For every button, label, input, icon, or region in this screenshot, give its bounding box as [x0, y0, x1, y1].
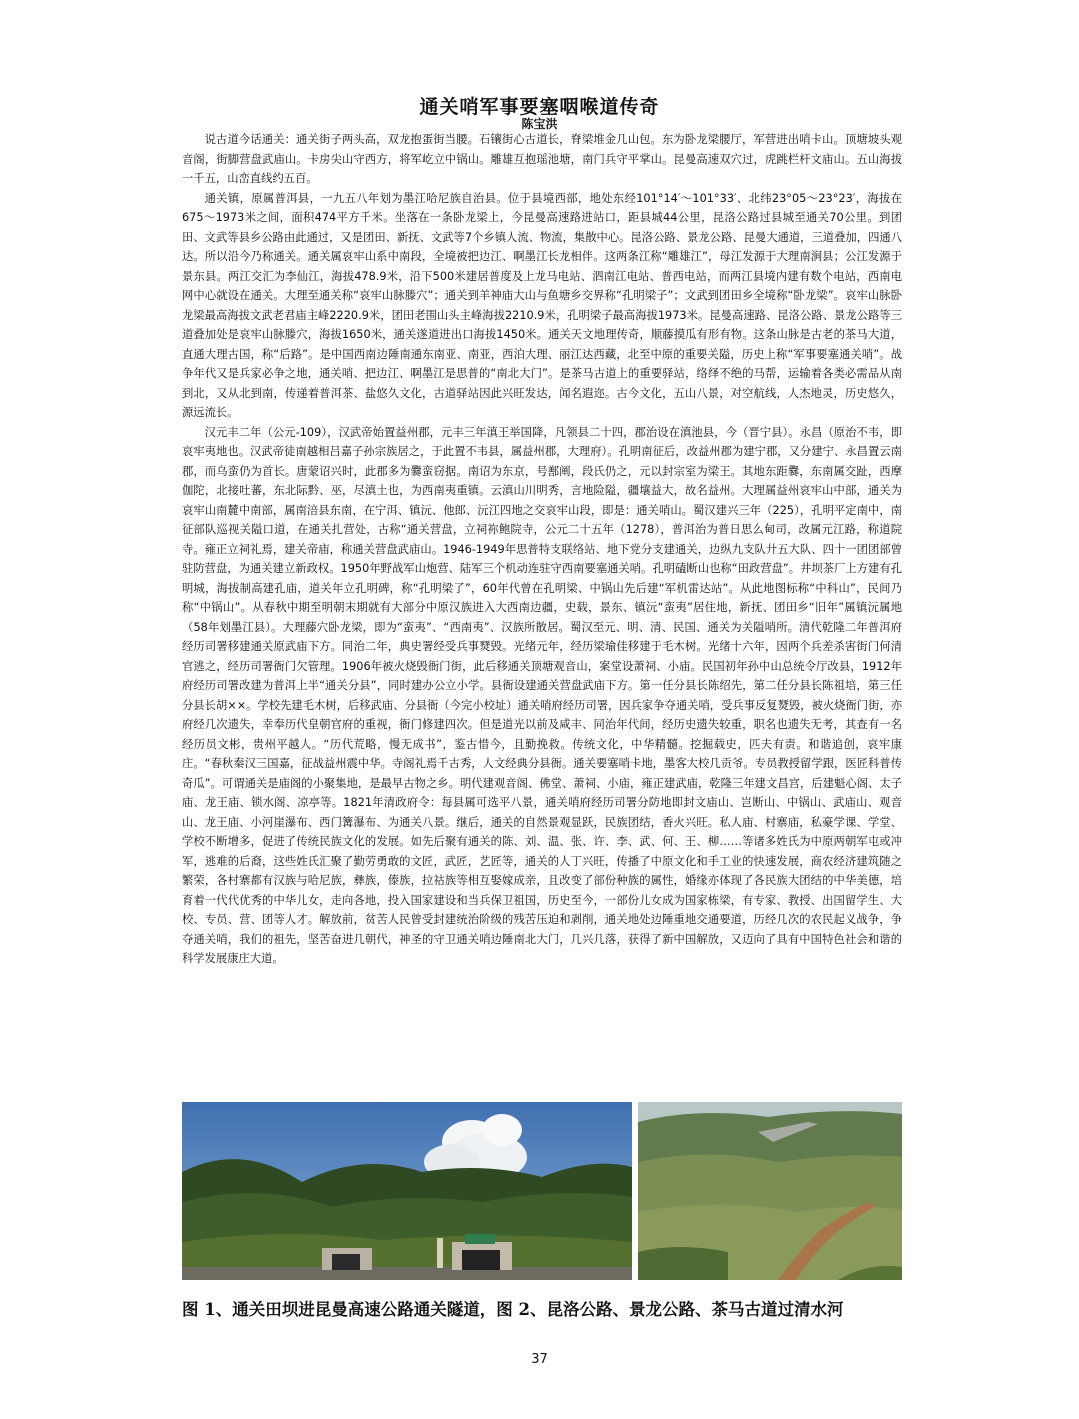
article-author: 陈宝洪	[521, 117, 558, 131]
paragraph-geography: 通关镇，原属普洱县，一九五八年划为墨江哈尼族自治县。位于县境西部，地处东经101°14′～101°33′、北纬23°05～23°23′，海拔在675～1973米之间，面积474平方千米。坐落在一条卧龙梁上，今昆曼高速路进站口，距县城44公里，昆洛公路过县城至通关70公里。到团田、文武等县乡公路由此通过，又是团田、新抚、文武等7个乡镇人流、物流，集散中心。昆洛公路、景龙公路、昆曼大通道，三道叠加，四通八达。所以沿今乃称通关。通关属哀牢山系中南段，全境被把边江、啊墨江长龙相伴。这两条江称“雕雄江”，母江发源于大理南涧县；公江发源于景东县。两江交汇为李仙江，海拔478.9米，沿下500米建居普度及上龙马电站、泗南江电站、普西电站，而两江县境内建有数个电站，西南电网中心就设在通关。大理至通关称“哀牢山脉滕穴”；通关到羊神庙大山与鱼塘乡交界称“孔明梁子”；文武到团田乡全境称“卧龙梁”。哀牢山脉卧龙梁最高海拔文武老君庙主峰2220.9米，团田老围山头主峰海拔2210.9米，孔明梁子最高海拔1973米。昆曼高速路、昆洛公路、景龙公路等三道叠加处是哀牢山脉滕穴，海拔1650米，通关遂道进出口海拔1450米。通关天文地理传奇，顺藤摸瓜有形有物。这条山脉是古老的茶马大道，直通大理古国，称“后路”。是中国西南边陲南通东南亚、南亚，西泊大理、丽江达西藏，北至中原的重要关隘，历史上称“军事要塞通关哨”。战争年代又是兵家必争之地，通关哨、把边江、啊墨江是思普的“南北大门”。是茶马古道上的重要驿站，络绎不绝的马帮，运输着各类必需品从南到北，又从北到南，传递着普洱茶、盐悠久文化，古道驿站因此兴旺发达，闻名遐迩。古今文化，五山八景，对空航线，人杰地灵，历史悠久，源远流长。	[182, 191, 902, 419]
figure-2-mountain-road-photo	[638, 1102, 902, 1280]
paragraph-poem: 说古道今话通关：通关街子两头高，双龙抱蛋街当腰。石镶街心古道长，脊梁堆金几山包。东为卧龙梁腰厅，军营进出哨卡山。顶塘坡头观音阁，街脚营盘武庙山。卡房尖山守西方，将军屹立中锅山。雕雄互抱瑶池塘，南门兵守平掌山。昆曼高速双穴过，虎跳栏杆文庙山。五山海拔一千五，山峦直线约五百。	[182, 133, 902, 185]
page-number: 37	[531, 1352, 548, 1367]
article-body	[182, 130, 902, 969]
paragraph-history: 汉元丰二年（公元-109），汉武帝始置益州郡，元丰三年滇王举国降，凡领县二十四，郡治设在滇池县，今（晋宁县）。永昌（原治不韦，即哀牢夷地也。汉武帝徒南越相吕嘉子孙宗族居之，于此置不韦县，属益州郡，大理府）。孔明南征后，改益州郡为建宁郡，又分建宁、永昌置云南郡，而乌蛮仍为首长。唐蒙诏兴时，此郡多为爨蛮窃据。南诏为东京，号鄯阐，段氏仍之，元以封宗室为梁王。其地东距爨，东南属交趾，西摩伽陀，北接吐蕃，东北际黔、巫，尽滇土也，为西南夷重镇。云滇山川明秀，言地险隘，疆壤益大，故名益州。大理属益州哀牢山中部，通关为哀牢山南麓中南部，属南涪县东南，在宁洱、镇沅、他郎、沅江四地之交哀牢山段，即是：通关哨山。蜀汉建兴三年（225），孔明平定南中，南征部队巡视关隘口道，在通关扎营处，古称“通关营盘，立祠祢鲍院寺，公元二十五年（1278），普洱治为普日思么甸司，改属元江路，称道院寺。雍正立祠礼焉，建关帝庙，称通关营盘武庙山。1946-1949年思普特支联络站、地下党分支建通关，边纵九支队廾五大队、四十一团团部曾驻防营盘，为通关建立新政权。1950年野战军山炮营、陆军三个机动连驻守西南要塞通关哨。孔明磕断山也称“田政营盘”。井坝茶厂上方建有孔明城，海拔制高建孔庙，道关年立孔明碑，称“孔明梁了”，60年代曾在孔明梁、中锅山先后建“军机雷达站”。从此地图标称“中科山”，民间乃称“中锅山”。从春秋中期至明朝末期就有大部分中原汉族进入大西南边疆，史载，景东、镇沅“蛮夷”居住地，新抚、团田乡“旧年”属镇沅属地（58年划墨江县）。大理藤穴卧龙梁，即为“蛮夷”、“西南夷”、汉族所散居。蜀汉至元、明、清、民国、通关为关隘哨所。清代乾隆二年普洱府经历司署移建通关原武庙下方。同治二年，典史署经受兵事燹毁。光绪元年，经历梁瑜佳移建于毛木树。光绪十六年，因两个兵差杀害街门何清官逃之，经历司署衙门欠管理。1906年被火烧毁衙门街，此后移通关顶塘观音山，案堂设萧祠、小庙。民国初年孙中山总统令厅改县，1912年府经历司署改建为普洱上半“通关分县”，同时建办公立小学。县衙设建通关营盘武庙下方。第一任分县长陈绍先，第二任分县长陈祖培，第三任分县长胡××。学校先建毛木树，后移武庙、分县衙（今完小校址）通关哨府经历司署，因兵家争夺通关哨，受兵事反复燹毁，被火烧衙门街，亦府经几次遗失，幸奉历代皇朝官府的重视，衙门修建四次。但是道光以前及咸丰、同治年代间，经历史遗失较重，职名也遗失无考，其查有一名经历员文彬，贵州平越人。“历代荒略，慢无成书”，鉴古惜今，且勤挽救。传统文化，中华精髓。挖掘载史，匹夫有责。和谐追创，哀牢康庄。“春秋秦汉三国嘉，征战益州震中华。寺阁礼焉千古秀，人文经典分县衙。通关要塞哨卡地，墨客大校几贡爷。专员教授留学跟，医匠科普传奇瓜”。可谓通关是庙阁的小聚集地，是最早古物之乡。明代建观音阁、佛堂、萧祠、小庙，雍正建武庙，乾隆三年建文昌宫，后建魁心阁、太子庙、龙王庙、锁水阁、凉亭等。1821年清政府令：每县属可选平八景，通关哨府经历司署分防地即封文庙山、岂断山、中锅山、武庙山、观音山、龙王庙、小河崖瀑布、西门篝瀑布、为通关八景。继后，通关的自然景观显跃，民族团结，香火兴旺。私人庙、村寨庙，私豪学课、学堂、学校不断增多，促进了传统民族文化的发展。如先后聚有通关的陈、刘、温、张、许、李、武、何、王、柳……等诸多姓氏为中原两朝军屯或冲军，逃难的后裔，这些姓氏汇聚了勤劳勇敢的文匠，武匠，艺匠等，通关的人丁兴旺，传播了中原文化和手工业的快速发展，商农经济建筑随之繁荣，各村寨都有汉族与哈尼族，彝族，傣族，拉祜族等相互娶嫁成亲，且改变了部份种族的属性，婚缘亦体现了各民族大团结的中华美德，培育着一代代优秀的中华儿女，走向各地，投入国家建设和当兵保卫祖国，历史至今，一部份儿女成为国家栋梁，有专家、教授、出国留学生、大校、专员、营、团等人才。解放前，贫苦人民曾受封建统治阶级的残苦压迫和剥削，通关地处边陲重地交通要道，历经几次的农民起义战争，争夺通关哨，我们的祖先，坚苦奋进几朝代，神圣的守卫通关哨边陲南北大门，几兴几落，获得了新中国解放，又迈向了具有中国特色社会和谐的科学发展康庄大道。	[182, 425, 902, 965]
article-title: 通关哨军事要塞咽喉道传奇	[419, 96, 660, 118]
figure-caption: 图 1、通关田坝进昆曼高速公路通关隧道，图 2、昆洛公路、景龙公路、茶马古道过清水河	[182, 1300, 844, 1319]
figure-1-tunnel-photo	[182, 1102, 632, 1280]
